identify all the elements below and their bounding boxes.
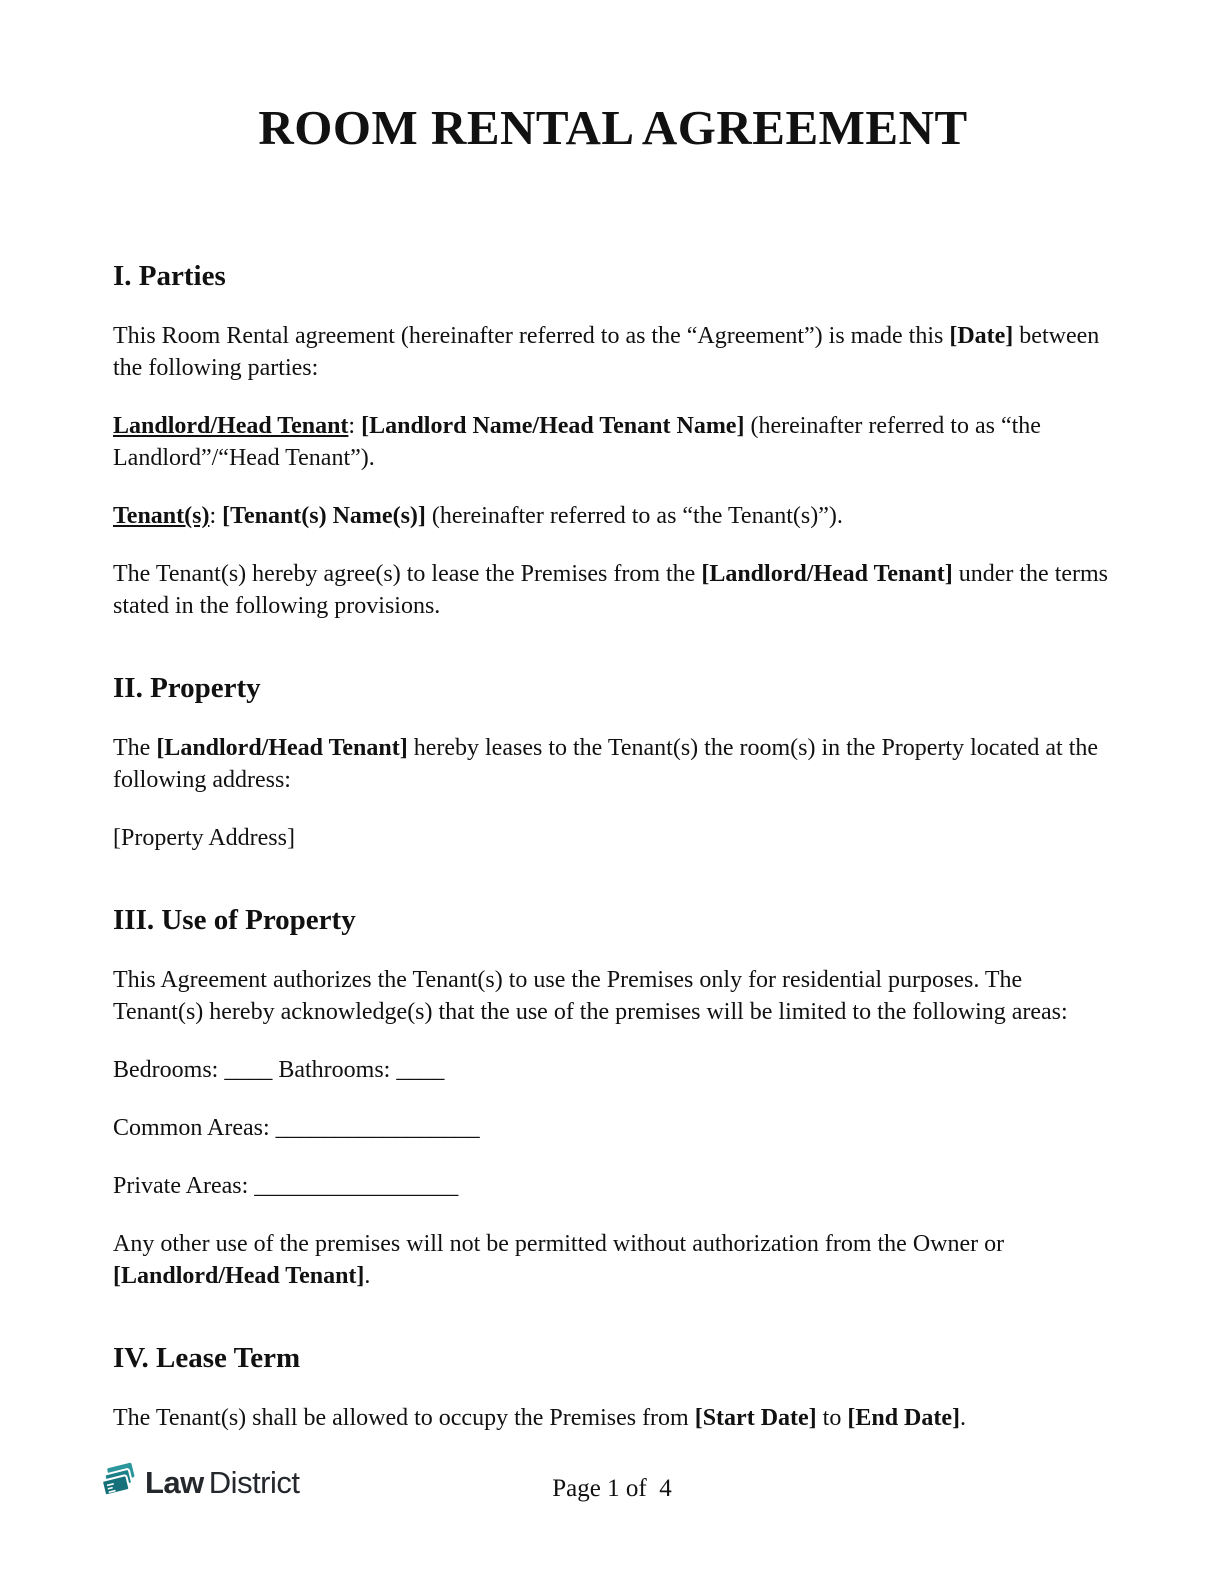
section-heading-lease-term: IV. Lease Term <box>113 1342 301 1374</box>
text-run: hereby leases to the Tenant(s) the room(s) in the Property located at the following address: <box>113 735 1099 793</box>
logo-text-district: District <box>208 1465 300 1500</box>
text-run: between the following parties: <box>113 323 1100 381</box>
tenant-line <box>113 500 1113 532</box>
section-lease-term <box>113 1340 1113 1434</box>
landlord-placeholder: [Landlord/Head Tenant] <box>156 735 408 761</box>
text-run: This Room Rental agreement (hereinafter referred to as the “Agreement”) is made this <box>113 323 950 349</box>
section-heading-parties: I. Parties <box>113 260 226 292</box>
text-run: Bedrooms: ____ Bathrooms: ____ <box>113 1057 445 1083</box>
section-use-of-property <box>113 902 1113 1292</box>
intro-paragraph <box>113 320 1113 384</box>
tenant-name-placeholder: [Tenant(s) Name(s)] <box>222 503 426 529</box>
private-areas-line <box>113 1170 1113 1202</box>
text-run: under the terms stated in the following provisions. <box>113 561 1109 619</box>
section-heading-use-of-property: III. Use of Property <box>113 904 356 936</box>
text-run: The Tenant(s) shall be allowed to occupy the Premises from <box>113 1405 695 1431</box>
text-run: : <box>348 413 362 439</box>
text-run: (hereinafter referred to as “the Landlord”/“Head Tenant”). <box>113 413 1041 471</box>
start-date-placeholder: [Start Date] <box>694 1405 817 1431</box>
lease-agree-paragraph <box>113 558 1113 622</box>
document-title: ROOM RENTAL AGREEMENT <box>258 100 968 155</box>
property-lease-paragraph <box>113 732 1113 796</box>
landlord-name-placeholder: [Landlord Name/Head Tenant Name] <box>361 413 745 439</box>
property-address-placeholder <box>113 822 1113 854</box>
date-placeholder: [Date] <box>949 323 1014 349</box>
section-heading-property: II. Property <box>113 672 261 704</box>
lease-term-paragraph <box>113 1402 1113 1434</box>
bedrooms-bathrooms-line <box>113 1054 1113 1086</box>
logo-text-law: Law <box>145 1465 204 1500</box>
text-run: to <box>816 1405 848 1431</box>
end-date-placeholder: [End Date] <box>847 1405 961 1431</box>
text-run: The <box>113 735 157 761</box>
tenant-label: Tenant(s) <box>113 503 210 529</box>
text-run: . <box>364 1263 371 1289</box>
page-number: Page 1 of 4 <box>552 1475 672 1502</box>
section-parties <box>113 258 1113 622</box>
section-property <box>113 670 1113 854</box>
landlord-line <box>113 410 1113 474</box>
text-run: Any other use of the premises will not be permitted without authorization from the Owner or <box>113 1231 1005 1257</box>
landlord-placeholder: [Landlord/Head Tenant] <box>113 1263 365 1289</box>
text-run: This Agreement authorizes the Tenant(s) to use the Premises only for residential purposes. The Tenant(s) hereby acknowledge(s) that the use of the premises will be limited to the following areas: <box>113 967 1068 1025</box>
text-run: : <box>209 503 223 529</box>
other-use-paragraph <box>113 1228 1113 1292</box>
common-areas-line <box>113 1112 1113 1144</box>
text-run: Common Areas: _________________ <box>113 1115 480 1141</box>
text-run: [Property Address] <box>113 825 295 851</box>
text-run: Private Areas: _________________ <box>113 1173 459 1199</box>
text-run: The Tenant(s) hereby agree(s) to lease the Premises from the <box>113 561 702 587</box>
text-run: (hereinafter referred to as “the Tenant(s)”). <box>425 503 843 529</box>
landlord-label: Landlord/Head Tenant <box>113 413 349 439</box>
landlord-placeholder: [Landlord/Head Tenant] <box>701 561 953 587</box>
text-run: . <box>960 1405 967 1431</box>
use-purpose-paragraph <box>113 964 1113 1028</box>
